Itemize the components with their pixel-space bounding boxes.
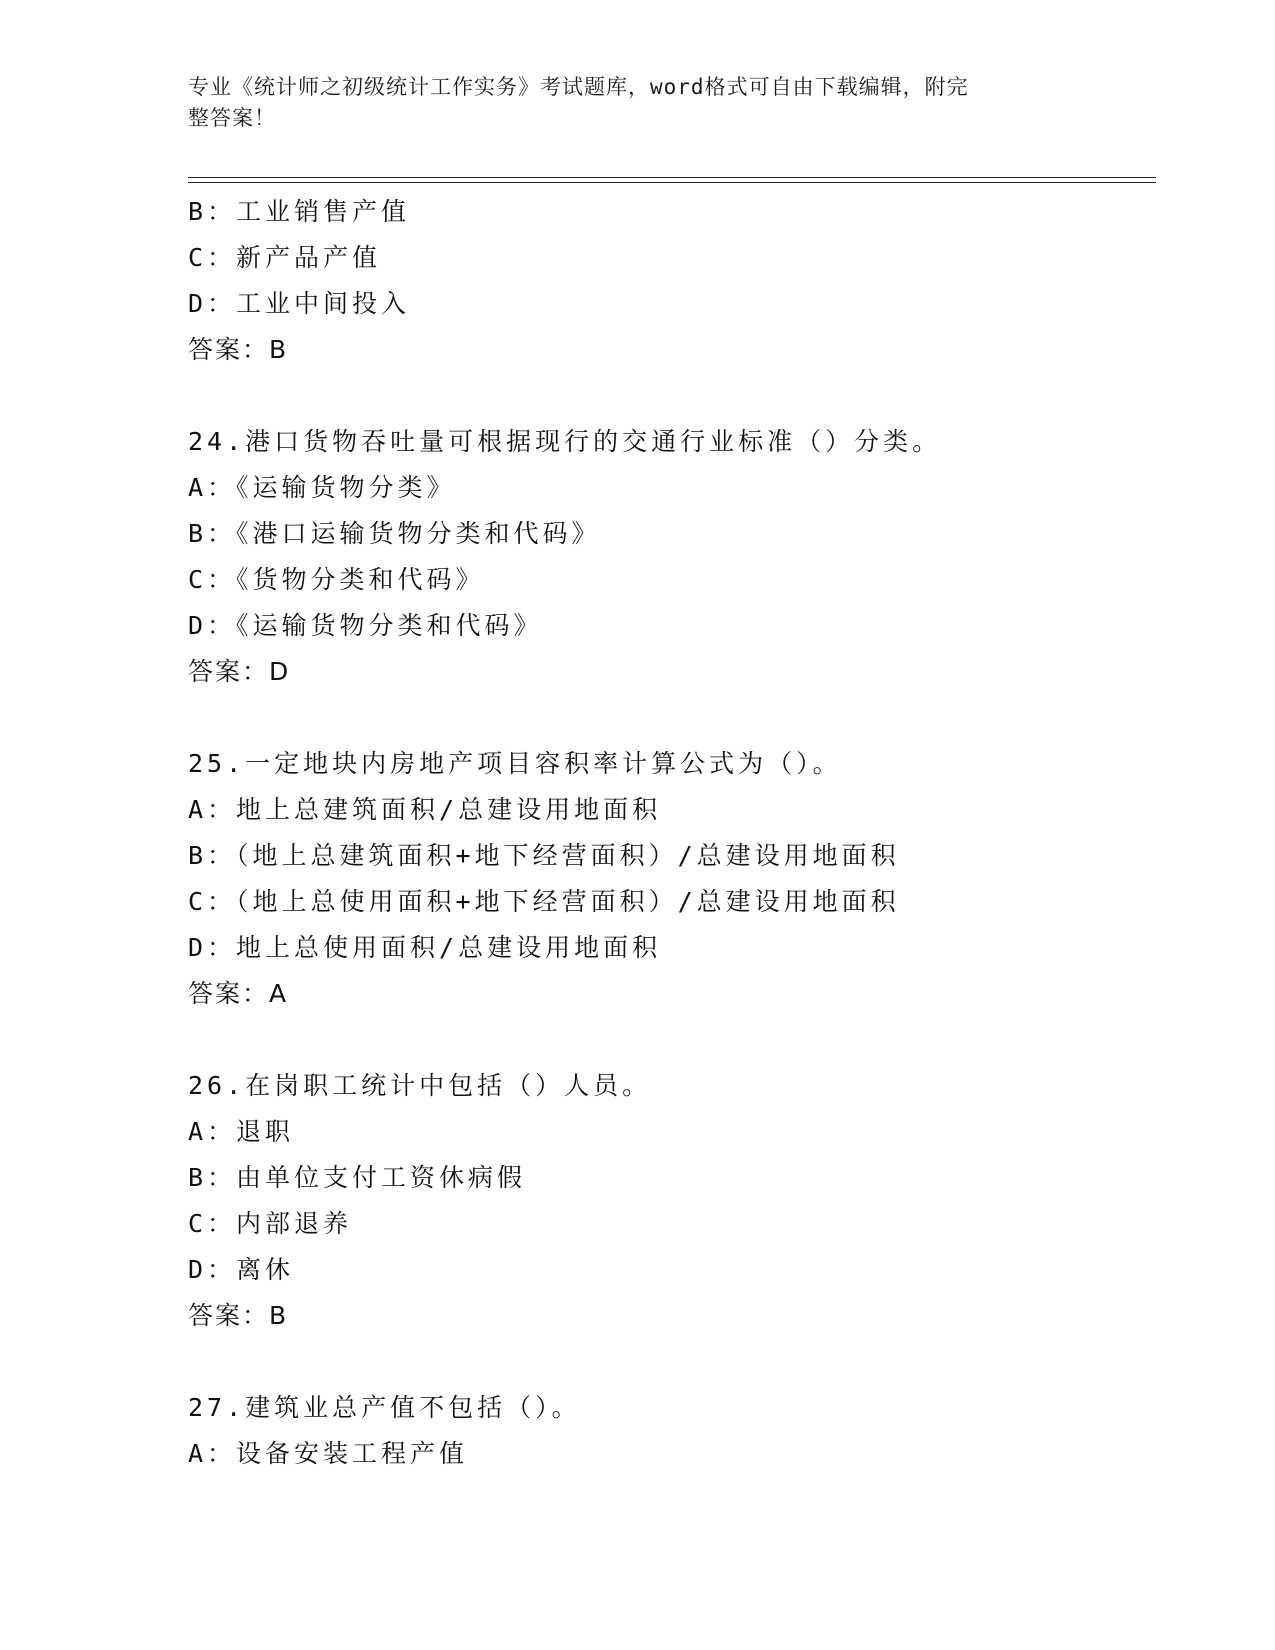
question-stem: 27.建筑业总产值不包括（）。: [188, 1393, 581, 1422]
question-block-23: [188, 189, 1156, 373]
option-b: B：工业销售产值: [188, 197, 411, 226]
option-c: C：《货物分类和代码》: [188, 565, 485, 594]
header-line-2: 整答案！: [188, 106, 276, 130]
option-d: D：离休: [188, 1255, 295, 1284]
option-c: C：新产品产值: [188, 243, 382, 272]
answer-line: 答案：D: [188, 657, 291, 686]
spacer: [188, 1017, 1156, 1063]
question-block-25: [188, 741, 1156, 1017]
option-d: D：地上总使用面积/总建设用地面积: [188, 933, 662, 962]
header-divider-bottom: [188, 182, 1156, 183]
header-divider-top: [188, 177, 1156, 178]
answer-line: 答案：B: [188, 335, 289, 364]
question-list: [188, 189, 1156, 1477]
option-d: D：工业中间投入: [188, 289, 411, 318]
question-block-27: [188, 1385, 1156, 1477]
option-a: A：地上总建筑面积/总建设用地面积: [188, 795, 662, 824]
option-c: C：内部退养: [188, 1209, 353, 1238]
option-a: A：设备安装工程产值: [188, 1439, 469, 1468]
question-block-24: [188, 419, 1156, 695]
option-b: B：（地上总建筑面积+地下经营面积）/总建设用地面积: [188, 841, 900, 870]
option-c: C：（地上总使用面积+地下经营面积）/总建设用地面积: [188, 887, 900, 916]
answer-line: 答案：A: [188, 979, 289, 1008]
spacer: [188, 1339, 1156, 1385]
question-stem: 25.一定地块内房地产项目容积率计算公式为（）。: [188, 749, 842, 778]
option-b: B：由单位支付工资休病假: [188, 1163, 527, 1192]
document-header: [188, 72, 1068, 134]
header-line-1: 专业《统计师之初级统计工作实务》考试题库，word格式可自由下载编辑，附完: [188, 75, 969, 99]
option-a: A：退职: [188, 1117, 295, 1146]
question-block-26: [188, 1063, 1156, 1339]
question-stem: 26.在岗职工统计中包括（）人员。: [188, 1071, 652, 1100]
option-b: B：《港口运输货物分类和代码》: [188, 519, 601, 548]
question-stem: 24.港口货物吞吐量可根据现行的交通行业标准（）分类。: [188, 427, 942, 456]
option-d: D：《运输货物分类和代码》: [188, 611, 543, 640]
answer-line: 答案：B: [188, 1301, 289, 1330]
option-a: A：《运输货物分类》: [188, 473, 456, 502]
spacer: [188, 695, 1156, 741]
spacer: [188, 373, 1156, 419]
